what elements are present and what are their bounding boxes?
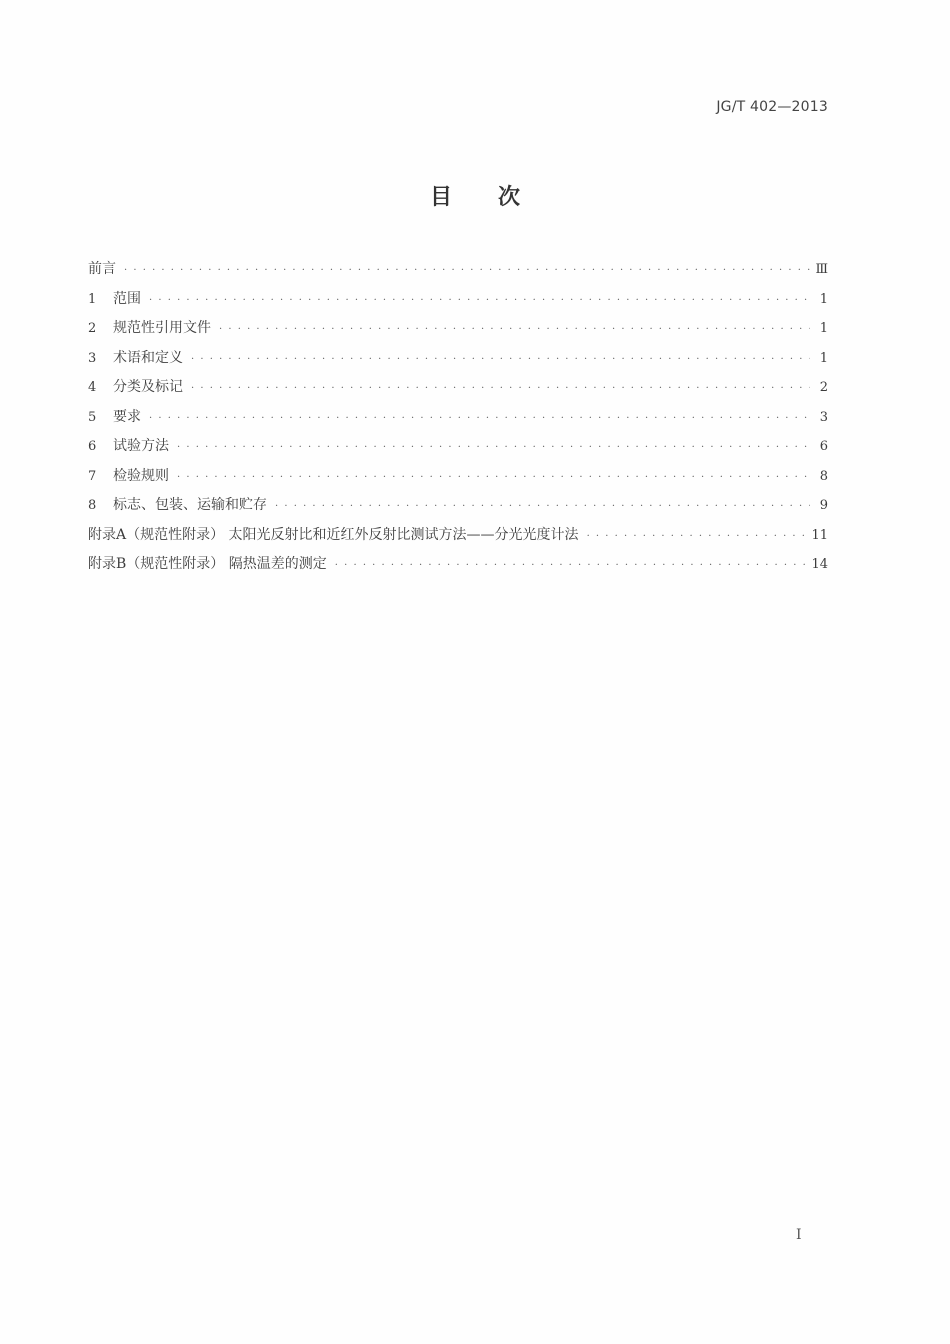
toc-entry-label: 术语和定义 <box>113 349 183 366</box>
toc-entry-label: 试验方法 <box>113 438 169 454</box>
toc-entry-page: 1 <box>819 291 828 307</box>
toc-entry-page: 2 <box>819 380 828 395</box>
standard-code: JG/T 402—2013 <box>716 99 828 115</box>
toc-leader-dots <box>177 442 810 453</box>
toc-entry-number: 8 <box>88 498 97 513</box>
toc-entry-page: 11 <box>811 527 828 543</box>
page-title: 目次 <box>429 185 566 210</box>
toc-entry-1[interactable] <box>88 288 828 318</box>
toc-entry-label: 规范性引用文件 <box>113 320 211 336</box>
toc-entry-page: 3 <box>819 409 828 425</box>
toc-entry-page: Ⅲ <box>815 262 828 277</box>
toc-leader-dots <box>149 413 810 424</box>
toc-leader-dots <box>124 265 810 276</box>
toc-leader-dots <box>587 531 808 542</box>
toc-entry-page: 14 <box>811 557 828 572</box>
toc-leader-dots <box>191 354 810 365</box>
toc-entry-8[interactable] <box>88 494 828 524</box>
toc-entry-label: 要求 <box>113 408 141 425</box>
toc-entry-6[interactable] <box>88 435 828 465</box>
toc-entry-annex-b[interactable] <box>88 553 828 583</box>
toc-leader-dots <box>275 501 810 512</box>
toc-entry-3[interactable] <box>88 347 828 377</box>
toc-entry-number: 6 <box>88 439 97 454</box>
toc-entry-page: 8 <box>819 468 828 484</box>
page-number: I <box>796 1227 802 1243</box>
toc-leader-dots <box>335 560 808 571</box>
table-of-contents <box>88 258 828 583</box>
toc-entry-label: 检验规则 <box>113 467 169 484</box>
toc-entry-7[interactable] <box>88 465 828 495</box>
toc-entry-label: 标志、包装、运输和贮存 <box>113 497 267 513</box>
toc-entry-annex-a[interactable] <box>88 524 828 554</box>
toc-leader-dots <box>219 324 810 335</box>
toc-entry-page: 9 <box>819 498 828 513</box>
toc-entry-number: 3 <box>88 350 97 366</box>
toc-entry-page: 6 <box>819 439 828 454</box>
toc-entry-number: 1 <box>88 291 97 307</box>
toc-entry-label: 分类及标记 <box>113 379 183 395</box>
toc-leader-dots <box>149 295 810 306</box>
toc-entry-label: 前言 <box>88 261 116 277</box>
toc-leader-dots <box>177 472 810 483</box>
toc-entry-label: 附录A（规范性附录） 太阳光反射比和近红外反射比测试方法——分光光度计法 <box>88 526 579 543</box>
toc-entry-number: 5 <box>88 409 97 425</box>
toc-entry-number: 2 <box>88 321 97 336</box>
toc-entry-label: 范围 <box>113 290 141 307</box>
toc-entry-page: 1 <box>819 321 828 336</box>
toc-entry-number: 4 <box>88 380 97 395</box>
toc-entry-label: 附录B（规范性附录） 隔热温差的测定 <box>88 556 327 572</box>
toc-entry-2[interactable] <box>88 317 828 347</box>
toc-leader-dots <box>191 383 810 394</box>
toc-entry-5[interactable] <box>88 406 828 436</box>
toc-entry-4[interactable] <box>88 376 828 406</box>
toc-entry-number: 7 <box>88 468 97 484</box>
toc-entry-page: 1 <box>819 350 828 366</box>
toc-entry-foreword[interactable] <box>88 258 828 288</box>
